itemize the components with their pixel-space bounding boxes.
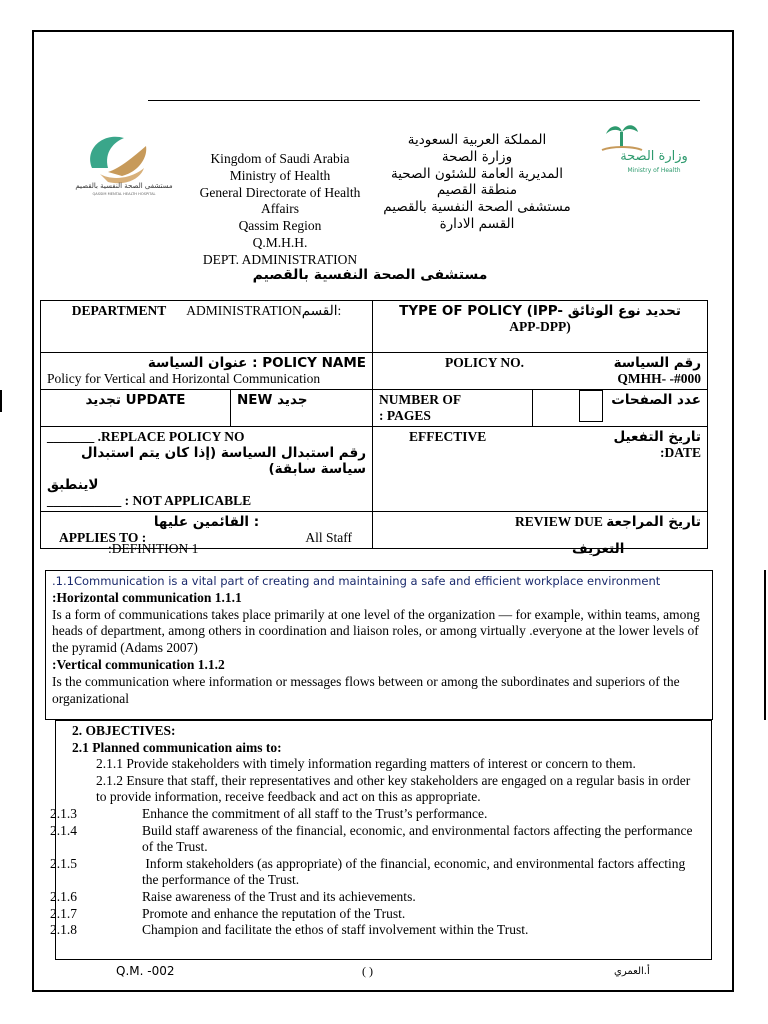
margin-mark [0, 390, 2, 412]
pages-label-2: : PAGES [379, 408, 431, 423]
objective-number: 2.1.7 [50, 905, 77, 921]
english-header [180, 151, 380, 269]
objective-item [50, 855, 695, 889]
objective-number: 2.1.8 [50, 922, 77, 938]
not-applicable: ___________ : NOT APPLICABLE [47, 493, 252, 508]
objective-number: 2.1.2 [96, 772, 123, 788]
policy-type-cell [373, 301, 708, 353]
objective-item [50, 805, 695, 823]
applies-ar-text: القائمين عليها [153, 514, 250, 530]
policy-type-values: APP-DPP) [509, 319, 571, 334]
policy-number-value: QMHH- -#000 [617, 371, 701, 386]
header-line-ar: المديرية العامة للشئون الصحية [391, 165, 563, 182]
applies-value: All Staff [305, 530, 352, 545]
objective-item [50, 905, 695, 923]
header-line: Ministry of Health [229, 167, 331, 183]
header-line: Kingdom of Saudi Arabia [210, 151, 350, 166]
header-line-ar: منطقة القصيم [436, 182, 518, 199]
footer-doc-code: Q.M. -002 [116, 964, 175, 978]
objective-text: Inform stakeholders (as appropriate) of the financial, economic, and environmental factors affecting the performance of the Trust. [142, 855, 686, 888]
objective-text: Champion and facilitate the ethos of staff involvement within the Trust. [142, 922, 529, 938]
applies-cell [41, 512, 373, 549]
ministry-logo [592, 120, 688, 178]
header-line-ar: المملكة العربية السعودية [407, 132, 547, 148]
applies-label: APPLIES TO : [59, 530, 147, 545]
department-label: DEPARTMENT [71, 303, 167, 318]
objective-number: 2.1.6 [50, 888, 77, 904]
objective-item [50, 888, 695, 906]
horizontal-text: Is a form of communications takes place primarily at one level of the organization — for example, within teams, among heads of department, among others in coordination and liaison roles, or among virtually .everyone at the lower levels of the pyramid (Adams 2007) [52, 606, 700, 656]
department-cell [41, 301, 373, 353]
objective-item [72, 773, 695, 806]
department-value: ADMINISTRATIONالقسم: [186, 303, 342, 318]
new-cell: NEW جديد [231, 390, 373, 427]
replace-label-ar: رقم استبدال السياسة (إذا كان يتم استبدال سياسة سابقة) [81, 445, 366, 477]
header-line-ar: وزارة الصحة [441, 148, 513, 165]
header-line-ar: القسم الادارة [439, 215, 515, 232]
objective-text: Build staff awareness of the financial, economic, and environmental factors affecting the performance of the Trust. [142, 822, 693, 855]
policy-name-cell [41, 353, 373, 390]
replace-label: _______ .REPLACE POLICY NO [47, 429, 245, 444]
review-label-ar: تاريخ المراجعة [606, 514, 701, 530]
applies-colon: : [253, 514, 260, 530]
policy-number-label: POLICY NO. [445, 355, 525, 370]
margin-mark-right [764, 570, 766, 720]
header-line: Q.M.H.H. [252, 234, 308, 250]
review-cell [373, 512, 708, 549]
header-rule [148, 100, 700, 101]
objective-number: 2.1.5 [50, 855, 77, 871]
header-line: General Directorate of Health Affairs [199, 184, 361, 217]
policy-number-cell [373, 353, 708, 390]
objective-item [50, 822, 695, 856]
review-label: REVIEW DUE [515, 514, 603, 529]
hospital-title: مستشفى الصحة النفسية بالقصيم [252, 267, 488, 283]
definition-heading-ar: التعريف [572, 541, 625, 557]
objective-number: 2.1.1 [96, 756, 123, 772]
definition-heading: :DEFINITION 1 [108, 541, 199, 556]
objective-item [50, 922, 695, 939]
header-line: DEPT. ADMINISTRATION [202, 251, 358, 267]
header-line: Qassim Region [238, 218, 322, 234]
effective-label-ar: تاريخ التفعيل [613, 429, 701, 445]
ministry-logo-text: وزارة الصحة [620, 149, 688, 164]
vertical-title: :Vertical communication 1.1.2 [52, 656, 225, 672]
header-line-ar: مستشفى الصحة النفسية بالقصيم [383, 199, 571, 216]
objective-text: Promote and enhance the reputation of the Trust. [142, 905, 406, 921]
vertical-text: Is the communication where information or messages flows between or among the subordinates and superiors of the organizational [52, 673, 680, 706]
footer-author: أ.العمري [614, 966, 650, 977]
definition-intro: .1.1Communication is a vital part of creating and maintaining a safe and efficient workplace environment [52, 574, 661, 588]
objective-item [72, 756, 695, 773]
footer-page-number: ( ) [362, 964, 373, 978]
objective-text: Ensure that staff, their representatives and other key stakeholders are engaged on a regular basis in order to provide information, receive feedback and act on this as appropriate. [96, 772, 691, 805]
objective-number: 2.1.4 [50, 822, 77, 838]
effective-label: EFFECTIVE [409, 429, 487, 444]
objective-text: Raise awareness of the Trust and its achievements. [142, 888, 416, 904]
objective-text: Enhance the commitment of all staff to the Trust’s performance. [142, 805, 488, 821]
hospital-logo-text: مستشفى الصحة النفسية بالقصيم [75, 182, 173, 190]
arabic-header [372, 132, 582, 233]
pages-ar-cell [533, 390, 708, 427]
objective-text: Provide stakeholders with timely information regarding matters of interest or concern to them. [126, 756, 636, 772]
pages-cell [373, 390, 533, 427]
definition-box [45, 570, 713, 720]
objective-number: 2.1.3 [50, 805, 77, 821]
objectives-box [50, 720, 712, 960]
effective-date-label: :DATE [659, 445, 701, 460]
applies-label-ar [47, 514, 366, 530]
replace-cell [41, 427, 373, 512]
objectives-heading: 2. OBJECTIVES: [72, 723, 176, 738]
hospital-logo [74, 128, 174, 196]
hospital-logo-subtext: QASSIM MENTAL HEALTH HOSPITAL [92, 192, 156, 196]
pages-label: NUMBER OF [379, 392, 462, 407]
policy-number-label-ar: رقم السياسة [613, 355, 701, 371]
policy-name-label: عنوان السياسة : POLICY NAME [147, 355, 366, 371]
not-applicable-ar: لاينطبق [47, 477, 99, 493]
pages-label-ar: عدد الصفحات [611, 392, 701, 408]
horizontal-title: :Horizontal communication 1.1.1 [52, 589, 242, 605]
policy-type-label: TYPE OF POLICY (IPP- تحديد نوع الوثائق [399, 303, 681, 319]
update-cell: تجديد UPDATE [41, 390, 231, 427]
policy-meta-table [40, 300, 708, 549]
pages-count-box[interactable] [579, 390, 603, 422]
ministry-logo-subtext: Ministry of Health [627, 167, 681, 174]
effective-cell [373, 427, 708, 512]
policy-name-value: Policy for Vertical and Horizontal Communication [47, 371, 321, 386]
objectives-subheading: 2.1 Planned communication aims to: [72, 739, 282, 755]
